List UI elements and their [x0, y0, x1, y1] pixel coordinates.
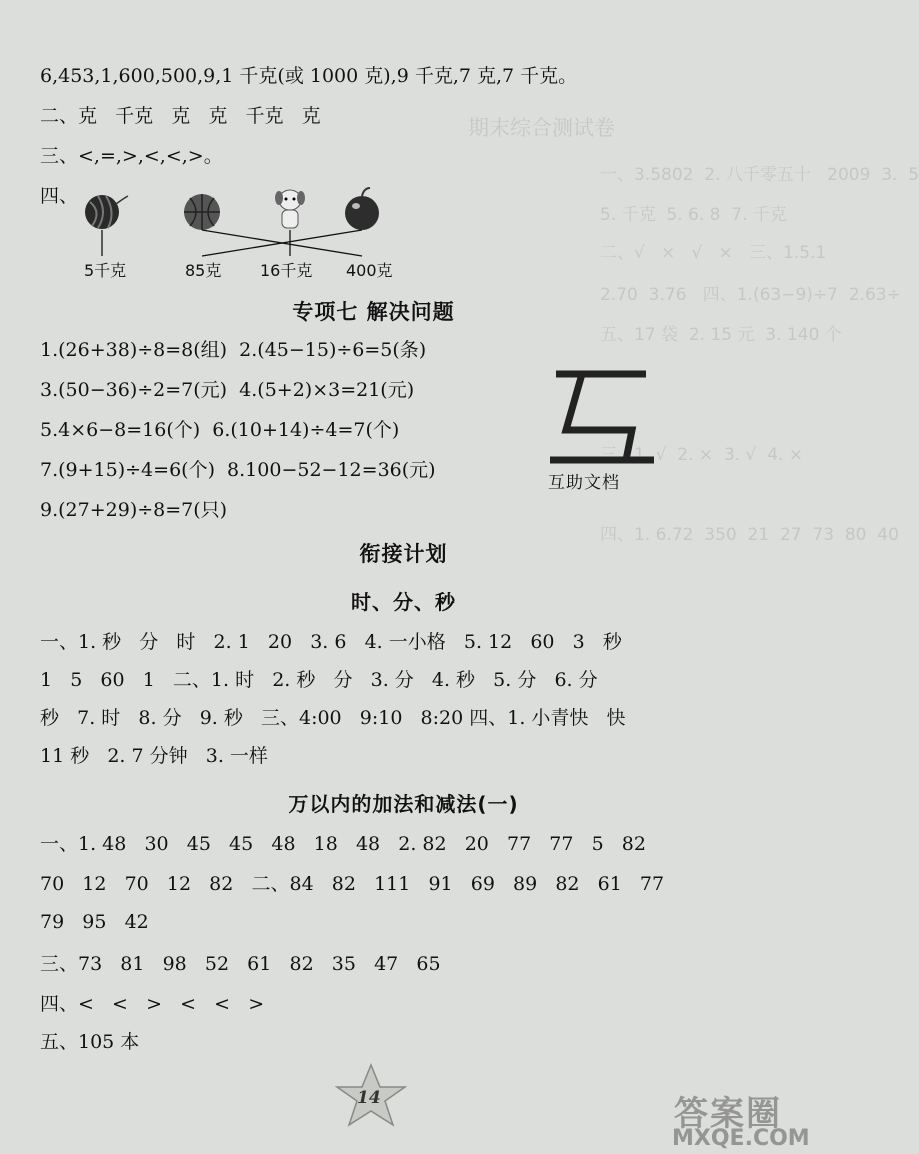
answer-line: 三、73 81 98 52 61 82 35 47 65 [40, 953, 441, 975]
puppy-icon [275, 190, 305, 228]
answer-line: 三、<,=,>,<,<,>。 [40, 145, 223, 167]
basketball-icon [184, 194, 220, 230]
answer-line: 7.(9+15)÷4=6(个) 8.100−52−12=36(元) [40, 459, 436, 481]
answer-line: 3.(50−36)÷2=7(元) 4.(5+2)×3=21(元) [40, 379, 415, 401]
matching-diagram [80, 186, 420, 258]
answer-line: 一、1. 秒 分 时 2. 1 20 3. 6 4. 一小格 5. 12 60 3 秒 [40, 631, 622, 653]
watermark-url: MXQE.COM [672, 1126, 810, 1151]
ghost-text: 三、1. √ 2. × 3. √ 4. × [600, 445, 804, 465]
answer-line: 二、克 千克 克 克 千克 克 [40, 105, 321, 127]
logo-caption: 互助文档 [548, 473, 620, 493]
weight-label: 5千克 [84, 261, 127, 280]
answer-line: 四、< < > < < > [40, 993, 265, 1015]
ghost-text: 一、3.5802 2. 八千零五十 2009 3. 5 [600, 165, 919, 185]
answer-line: 5.4×6−8=16(个) 6.(10+14)÷4=7(个) [40, 419, 400, 441]
ghost-text: 2.70 3.76 四、1.(63−9)÷7 2.63÷ [600, 285, 901, 305]
section-heading: 专项七 解决问题 [292, 300, 455, 324]
ghost-text: 四、1. 6.72 350 21 27 73 80 40 [600, 525, 899, 545]
weight-label: 85克 [185, 261, 222, 280]
ghost-text: 期末综合测试卷 [468, 116, 615, 140]
watermelon-icon [85, 195, 128, 229]
subsection-heading: 万以内的加法和减法(一) [288, 792, 519, 816]
weight-label: 400克 [346, 261, 393, 280]
ghost-text: 5. 千克 5. 6. 8 7. 千克 [600, 205, 787, 225]
answer-line: 11 秒 2. 7 分钟 3. 一样 [40, 745, 268, 767]
answer-line: 秒 7. 时 8. 分 9. 秒 三、4:00 9:10 8:20 四、1. 小青快 快 [40, 707, 626, 729]
answer-line: 6,453,1,600,500,9,1 千克(或 1000 克),9 千克,7 克,7 千克。 [40, 65, 578, 87]
answer-line: 一、1. 48 30 45 45 48 18 48 2. 82 20 77 77 5 82 [40, 833, 646, 855]
page-number: 14 [357, 1088, 381, 1108]
answer-line: 四、 [40, 185, 79, 207]
answer-line: 1 5 60 1 二、1. 时 2. 秒 分 3. 分 4. 秒 5. 分 6. 分 [40, 669, 598, 691]
answer-line: 五、105 本 [40, 1031, 140, 1053]
ghost-text: 二、√ × √ × 三、1.5.1 [600, 243, 827, 263]
answer-line: 79 95 42 [40, 911, 149, 933]
answer-line: 9.(27+29)÷8=7(只) [40, 499, 228, 521]
answer-line: 1.(26+38)÷8=8(组) 2.(45−15)÷6=5(条) [40, 339, 427, 361]
answer-line: 70 12 70 12 82 二、84 82 111 91 69 89 82 61 77 [40, 873, 665, 895]
section-heading: 衔接计划 [359, 542, 448, 566]
ghost-text: 五、17 袋 2. 15 元 3. 140 个 [600, 325, 842, 345]
subsection-heading: 时、分、秒 [351, 590, 456, 614]
weight-label: 16千克 [260, 261, 313, 280]
watermark-brand: 答案圈 [674, 1094, 782, 1134]
apple-icon [345, 188, 379, 230]
